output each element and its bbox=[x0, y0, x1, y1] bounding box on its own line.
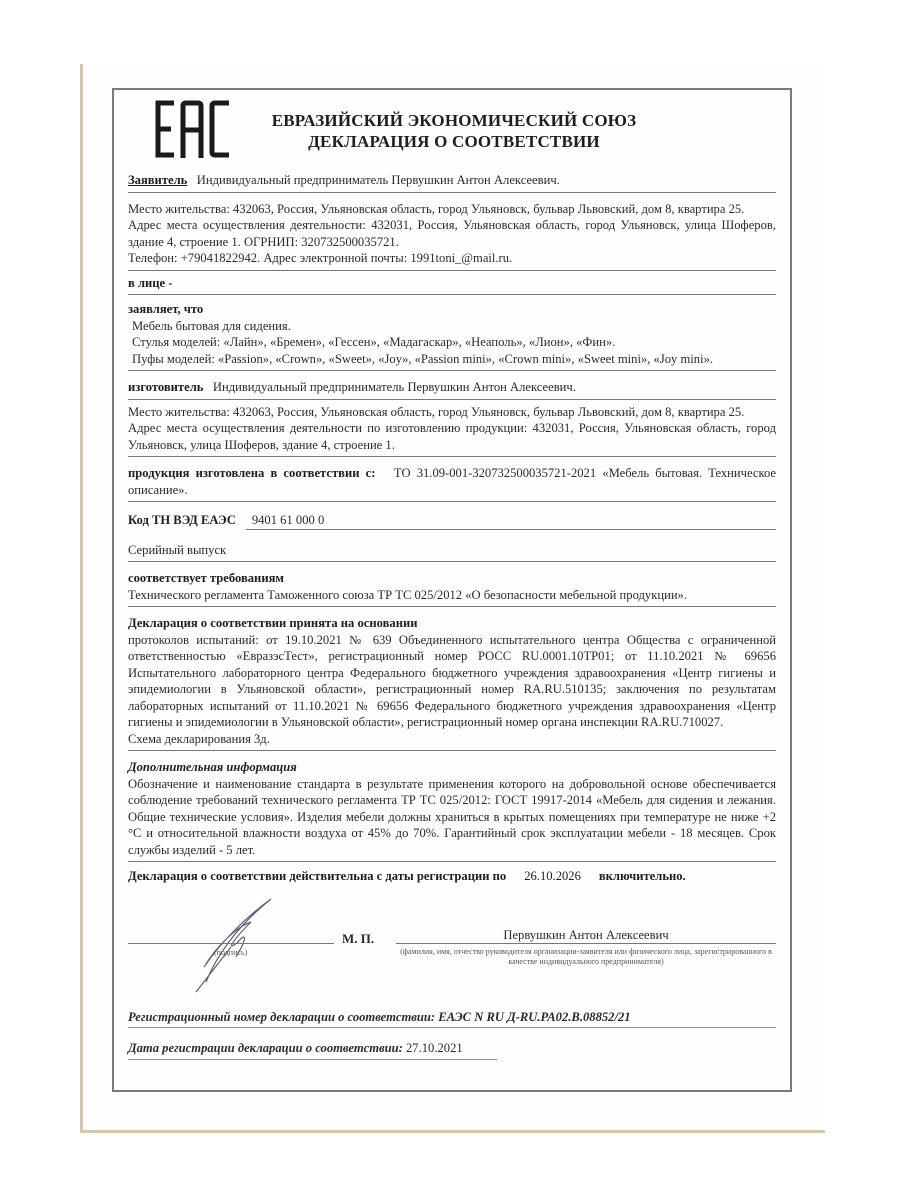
pouf-models: Пуфы моделей: «Passion», «Crown», «Sweet», «Joy», «Passion mini», «Crown mini», «Sweet mini», «Joy mini». bbox=[132, 351, 714, 366]
document-header bbox=[114, 90, 790, 168]
applicant-contacts: Телефон: +79041822942. Адрес электронной почты: 1991toni_@mail.ru. bbox=[128, 251, 513, 265]
registration-number-row bbox=[128, 1005, 776, 1029]
chair-models: Стулья моделей: «Лайн», «Бремен», «Гессен», «Мадагаскар», «Неаполь», «Лион», «Фин». bbox=[132, 335, 616, 349]
basis-section bbox=[128, 607, 776, 751]
signatory-name-caption: (фамилия, имя, отчество руководителя организации-заявителя или физического лица, зарегистрированного в качестве индивидуального предпринимателя) bbox=[400, 946, 772, 966]
additional-info-label: Дополнительная информация bbox=[128, 760, 297, 774]
signatory-name-line bbox=[396, 943, 776, 944]
manufacturer-label: изготовитель bbox=[128, 380, 204, 394]
applicant-activity-address: Адрес места осуществления деятельности: 432031, Россия, Ульяновская область, город Ульяновск, улица Шоферов, здание 4, строение 1. ОГРНИП: 320732500035721. bbox=[128, 218, 776, 249]
declares-section bbox=[128, 295, 776, 371]
conforms-section bbox=[128, 562, 776, 607]
hs-code-section bbox=[128, 502, 776, 534]
basis-label: Декларация о соответствии принята на основании bbox=[128, 616, 418, 630]
applicant-details bbox=[128, 193, 776, 271]
produced-according-section bbox=[128, 457, 776, 502]
manufacturer-residence: Место жительства: 432063, Россия, Ульяновская область, город Ульяновск, бульвар Львовский, дом 8, квартира 25. bbox=[128, 404, 745, 419]
title-declaration: ДЕКЛАРАЦИЯ О СООТВЕТСТВИИ bbox=[308, 132, 600, 151]
manufacturer-details bbox=[128, 400, 776, 458]
registration-number-value: ЕАЭС N RU Д-RU.PA02.B.08852/21 bbox=[438, 1009, 631, 1024]
title-union: ЕВРАЗИЙСКИЙ ЭКОНОМИЧЕСКИЙ СОЮЗ bbox=[271, 111, 637, 130]
additional-info-value: Обозначение и наименование стандарта в результате применения которого на добровольной основе обеспечивается соблюдение требований технического регламента ТР ТС 025/2012: ГОСТ 19917-2014 «Мебель для сидения и лежания. Общие технические условия». Изделия мебели должны храниться в крытых помещениях при температуре не ниже +2 °С и относительной влажности воздуха от 45% до 70%. Гарантийный срок эксплуатации мебели - 18 месяцев. Срок службы изделий - 5 лет. bbox=[128, 776, 776, 857]
applicant-value: Индивидуальный предприниматель Первушкин Антон Алексеевич. bbox=[196, 173, 560, 187]
registration-number-label: Регистрационный номер декларации о соответствии: bbox=[128, 1009, 436, 1024]
represented-by-value: - bbox=[168, 275, 173, 290]
represented-by-label: в лице bbox=[128, 275, 166, 290]
signature-caption: (подпись) bbox=[214, 947, 248, 957]
additional-info-section bbox=[128, 751, 776, 862]
validity-date: 26.10.2026 bbox=[524, 869, 581, 883]
represented-by-section bbox=[128, 271, 776, 296]
validity-suffix: включительно. bbox=[598, 869, 686, 883]
manufacturer-value: Индивидуальный предприниматель Первушкин Антон Алексеевич. bbox=[212, 380, 576, 394]
registration-date-label: Дата регистрации декларации о соответствии: bbox=[128, 1041, 403, 1055]
declares-label: заявляет, что bbox=[128, 302, 204, 316]
validity-section bbox=[128, 862, 776, 887]
release-type: Серийный выпуск bbox=[128, 534, 776, 563]
applicant-residence: Место жительства: 432063, Россия, Ульяновская область, город Ульяновск, бульвар Львовский, дом 8, квартира 25. bbox=[128, 201, 745, 216]
eac-logo-icon bbox=[154, 100, 230, 158]
declaration-frame bbox=[112, 88, 792, 1092]
product-name: Мебель бытовая для сидения. bbox=[132, 318, 291, 333]
signature-scribble-icon bbox=[176, 887, 286, 997]
produced-according-value: ТО 31.09-001-320732500035721-2021 «Мебель бытовая. Техническое описание». bbox=[128, 466, 776, 497]
validity-label: Декларация о соответствии действительна с даты регистрации по bbox=[128, 869, 507, 883]
manufacturer-production-address: Адрес места осуществления деятельности по изготовлению продукции: 432031, Россия, Ульяновская область, город Ульяновск, улица Шоферов, здание 4, строение 1. bbox=[128, 421, 776, 452]
signature-line bbox=[128, 943, 334, 944]
registration-date-row bbox=[128, 1036, 497, 1060]
signature-area bbox=[128, 887, 776, 997]
basis-value: протоколов испытаний: от 19.10.2021 № 639 Объединенного испытательного центра Общества с ограниченной ответственностью «ЕвразэсТест», регистрационный номер РОСС RU.0001.10ТР01; от 11.10.2021 № 69656 Испытательного лабораторного центра Федерального бюджетного учреждения здравоохранения «Центр гигиены и эпидемиологии в Ульяновской области», регистрационный номер RA.RU.510135; заключения по результатам лабораторных испытаний от 11.10.2021 № 69656 Федерального бюджетного учреждения здравоохранения «Центр гигиены и эпидемиологии в Ульяновской области», регистрационный номер органа инспекции RA.RU.710027. bbox=[128, 632, 776, 729]
manufacturer-section bbox=[128, 371, 776, 400]
hs-code-value: 9401 61 000 0 bbox=[246, 512, 776, 530]
applicant-label: Заявитель bbox=[128, 173, 188, 187]
stamp-label: М. П. bbox=[342, 930, 375, 946]
document-body bbox=[128, 168, 776, 1060]
document-title bbox=[264, 110, 644, 152]
registration-date-value: 27.10.2021 bbox=[405, 1041, 463, 1055]
conforms-label: соответствует требованиям bbox=[128, 571, 284, 585]
hs-code-label: Код ТН ВЭД ЕАЭС bbox=[128, 513, 236, 527]
signatory-name: Первушкин Антон Алексеевич bbox=[503, 927, 669, 942]
applicant-section bbox=[128, 168, 776, 193]
produced-according-label: продукция изготовлена в соответствии с: bbox=[128, 466, 376, 480]
declaration-scheme: Схема декларирования 3д. bbox=[128, 731, 270, 746]
conforms-value: Технического регламента Таможенного союза ТР ТС 025/2012 «О безопасности мебельной продукции». bbox=[128, 587, 688, 602]
